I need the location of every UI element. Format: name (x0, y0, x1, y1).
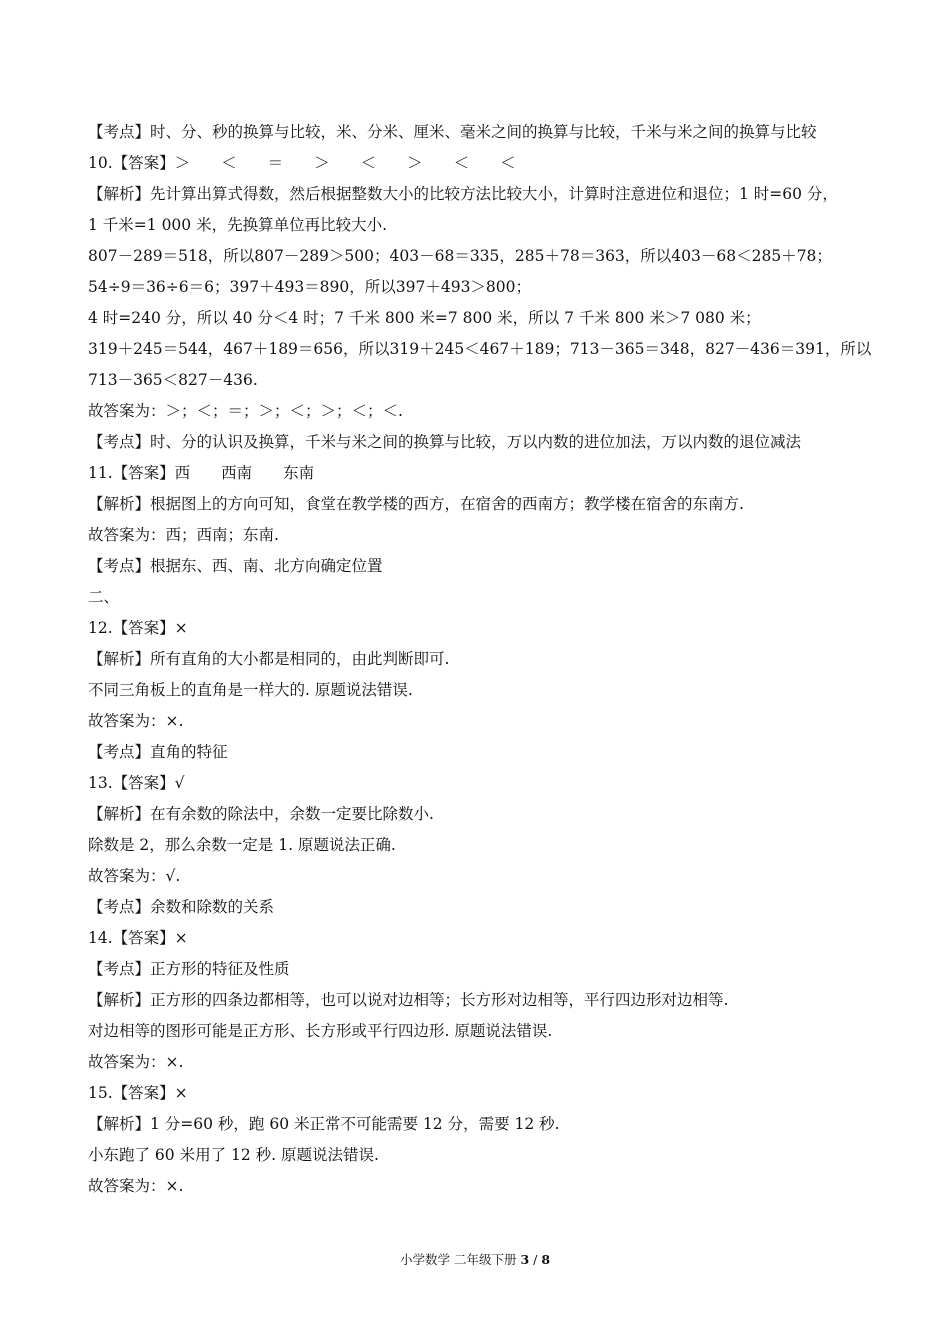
text-line: 故答案为：×. (88, 1053, 184, 1071)
text-line: 小东跑了 60 米用了 12 秒. 原题说法错误. (88, 1146, 379, 1164)
text-line: 713－365＜827－436. (88, 371, 258, 389)
text-line: 【考点】余数和除数的关系 (88, 898, 275, 916)
page-footer (0, 1250, 950, 1268)
text-line: 11.【答案】西 西南 东南 (88, 464, 315, 482)
text-line: 【考点】根据东、西、南、北方向确定位置 (88, 557, 383, 575)
text-line: 【考点】时、分的认识及换算，千米与米之间的换算与比较，万以内数的进位加法，万以内数的退位减法 (88, 433, 802, 451)
text-line: 1 千米=1 000 米，先换算单位再比较大小. (88, 216, 388, 234)
text-line: 对边相等的图形可能是正方形、长方形或平行四边形. 原题说法错误. (88, 1022, 553, 1040)
text-line: 12.【答案】× (88, 619, 188, 637)
text-line: 故答案为：√. (88, 867, 181, 885)
text-line: 二、 (88, 588, 120, 606)
text-line: 【解析】根据图上的方向可知，食堂在教学楼的西方，在宿舍的西南方；教学楼在宿舍的东南方. (88, 495, 744, 513)
text-line: 故答案为：×. (88, 1177, 184, 1195)
footer-separator: / (533, 1252, 538, 1267)
text-line: 故答案为：西；西南；东南. (88, 526, 279, 544)
text-line: 807－289＝518，所以807－289＞500；403－68＝335，285＋78＝363，所以403－68＜285＋78； (88, 247, 832, 265)
text-line: 15.【答案】× (88, 1084, 188, 1102)
text-line: 14.【答案】× (88, 929, 188, 947)
text-line: 故答案为：×. (88, 712, 184, 730)
footer-page-total: 8 (541, 1252, 551, 1267)
text-line: 【考点】时、分、秒的换算与比较，米、分米、厘米、毫米之间的换算与比较，千米与米之间的换算与比较 (88, 123, 817, 141)
text-line: 【解析】先计算出算式得数，然后根据整数大小的比较方法比较大小，计算时注意进位和退位；1 时=60 分， (88, 185, 838, 203)
text-line: 4 时=240 分，所以 40 分＜4 时；7 千米 800 米=7 800 米，所以 7 千米 800 米＞7 080 米； (88, 309, 761, 327)
footer-label: 小学数学 二年级下册 (399, 1252, 517, 1267)
text-line: 【考点】直角的特征 (88, 743, 228, 761)
text-line: 【解析】在有余数的除法中，余数一定要比除数小. (88, 805, 434, 823)
footer-page-number: 3 (520, 1252, 530, 1267)
text-line: 54÷9＝36÷6＝6；397＋493＝890，所以397＋493＞800； (88, 278, 532, 296)
text-line: 除数是 2，那么余数一定是 1. 原题说法正确. (88, 836, 396, 854)
text-line: 10.【答案】＞ ＜ ＝ ＞ ＜ ＞ ＜ ＜ (88, 154, 516, 172)
text-line: 319＋245＝544，467＋189＝656，所以319＋245＜467＋189；713－365＝348，827－436＝391，所以 (88, 340, 872, 358)
text-line: 不同三角板上的直角是一样大的. 原题说法错误. (88, 681, 413, 699)
text-line: 13.【答案】√ (88, 774, 185, 792)
text-line: 【解析】正方形的四条边都相等，也可以说对边相等；长方形对边相等，平行四边形对边相等. (88, 991, 729, 1009)
text-line: 【解析】所有直角的大小都是相同的，由此判断即可. (88, 650, 450, 668)
text-line: 【解析】1 分=60 秒，跑 60 米正常不可能需要 12 分，需要 12 秒. (88, 1115, 560, 1133)
text-line: 故答案为：＞；＜；＝；＞；＜；＞；＜；＜. (88, 402, 403, 420)
text-line: 【考点】正方形的特征及性质 (88, 960, 290, 978)
